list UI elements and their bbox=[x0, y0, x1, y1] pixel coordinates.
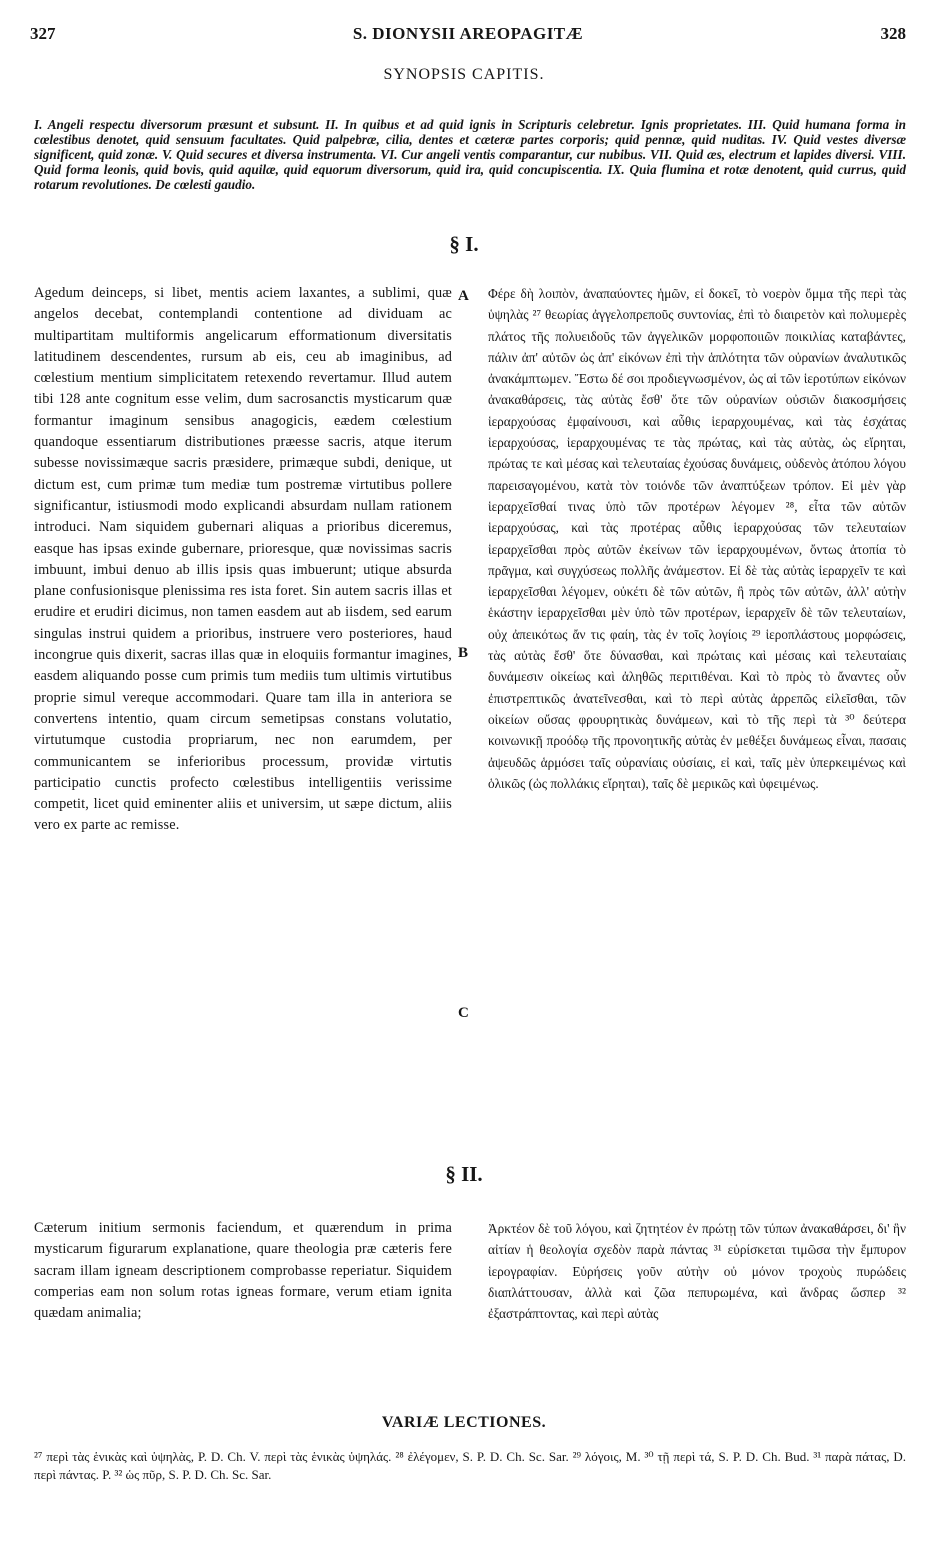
right-page-number: 328 bbox=[880, 24, 906, 43]
synopsis-text: I. Angeli respectu diversorum præsunt et subsunt. II. In quibus et ad quid ignis in Scripturis celebretur. Ignis proprietates. III. Quid humana forma in cœlestibus denotet, quid sensuum facultates. Quid palpebræ, cilia, dentes et cæteræ partes corporis; quid pennæ, quid nuditas. IV. Quid vestes diversæ significent, quid zonæ. V. Quid secures et diversa instrumenta. VI. Cur angeli ventis comparantur, cur nubibus. VII. Quid æs, electrum et lapides diversi. VIII. Quid forma leonis, quid bovis, quid aquilæ, quid equorum diversorum, quid ira, quid concupiscentia. IX. Quia flumina et rotæ denotent, quid currus, quid rotarum revolutiones. De cœlesti gaudio. bbox=[34, 117, 906, 192]
variae-lectiones-title: VARIÆ LECTIONES. bbox=[381, 1414, 547, 1431]
variae-lectiones-text: ²⁷ περὶ τὰς ἑνικὰς καὶ ὑψηλὰς, P. D. Ch. V. περὶ τὰς ἑνικὰς ὑψηλάς. ²⁸ ἐλέγομεν, S. P. D. Ch. Sc. Sar. ²⁹ λόγοις, M. ³⁰ τῇ περὶ τά, S. P. D. Ch. Bud. ³¹ παρὰ πάτας, D. περὶ πάντας. P. ³² ὡς πῦρ, S. P. D. Ch. Sc. Sar. bbox=[34, 1449, 906, 1482]
section-1-mark: § I. bbox=[449, 232, 479, 256]
synopsis-title: SYNOPSIS CAPITIS. bbox=[383, 66, 545, 83]
margin-letter-b: B bbox=[458, 645, 469, 661]
section-2-greek-column: Ἀρκτέον δὲ τοῦ λόγου, καὶ ζητητέον ἐν πρώτῃ τῶν τύπων ἀνακαθάρσει, δι' ἣν αἰτίαν ἡ θεολογία σχεδὸν παρὰ πάντας ³¹ εὑρίσκεται τιμῶσα τὴν ἔμπυρον ἱερογραφίαν. Εὑρήσεις γοῦν αὐτὴν οὐ μόνον τροχοὺς πυρώδεις διαπλάττουσαν, ἀλλὰ καὶ ζῶα πεπυρωμένα, καὶ ἄνδρας ὥσπερ ³² ἐξαστράπτοντας, καὶ περὶ αὐτὰς bbox=[488, 1221, 906, 1322]
margin-letter-c: C bbox=[458, 1005, 469, 1021]
section-1-latin-column: Agedum deinceps, si libet, mentis aciem laxantes, a sublimi, quæ angelos decebat, contemplandi contentione ad dividuam ac multipartitam multiformis angelicarum efformationum diversitatis latitudinem descendentes, rursum ab eis, ceu ab imaginibus, ad cœlestium mentium simplicitatem retexendo revertamur. Illud autem tibi 128 ante cognitum esse velim, dum sacrosanctis mysticarum quæ formantur imaginum sensibus anagogicis, eædem cœlestium quandoque essentiarum distributiones præesse sacris, atque iterum subesse novissimæque sacris præsidere, primæque subdi, denique, ut dictum est, cum primæ tum mediæ tum postremæ virtutibus pollere significantur, istiusmodi modo explicandi absurdam nullam rationem introduci. Nam siquidem gubernari aliquas a prioribus diceremus, easque has ipsas exinde gubernare, prioresque, quæ novissimas sacris imbuunt, imbui denuo ab illis ipsis quas imbuerunt; utique absurda plane confusionisque plenissima res ista foret. Sin autem sacris illas et erudire et erudiri dicimus, non tamen easdem aut ab iisdem, sed earum singulas instrui quidem a prioribus, instruere vero posteriores, haud incongrue quis dixerit, sacras illas quæ in eloquiis formantur imagines, easdem aliquando posse cum primis tum mediis tum ultimis virtutibus proprie simul vereque accommodari. Quare tam illa in anteriora se convertens intentio, quam circum semetipsas constans volutatio, virtutumque custodia propriarum, nec non earumdem, per communicantem se inferioribus processum, providæ virtutis participatio cunctis profecto cœlestibus intelligentiis verissime competit, licet quid eminenter aliis et universim, ut sæpe dictum, aliis vero ex parte ac remisse. bbox=[34, 285, 452, 834]
margin-letter-a: A bbox=[458, 288, 469, 304]
left-page-number: 327 bbox=[30, 24, 56, 43]
page-header bbox=[30, 18, 906, 48]
running-title: S. DIONYSII AREOPAGITÆ bbox=[352, 24, 584, 43]
section-2-latin-column: Cæterum initium sermonis faciendum, et quærendum in prima mysticarum figurarum explanatione, quare theologia præ cæteris fere sacram illam igneam descriptionem comprobasse reperiatur. Siquidem comperias eam non solum rotas igneas formare, verum etiam ignita quædam animalia; bbox=[34, 1220, 452, 1322]
section-2-mark: § II. bbox=[445, 1162, 483, 1186]
section-1-greek-column: Φέρε δὴ λοιπὸν, ἀναπαύοντες ἡμῶν, εἰ δοκεῖ, τὸ νοερὸν ὄμμα τῆς περὶ τὰς ὑψηλὰς ²⁷ θεωρίας ἀγγελοπρεποῦς συντονίας, ἐπὶ τὸ διαιρετὸν καὶ πολυμερὲς πλάτος τῆς πολυειδοῦς τῶν ἀγγελικῶν μορφοποιιῶν ποικιλίας καταβάντες, πάλιν ἀπ' αὐτῶν ὡς ἀπ' εἰκόνων ἐπὶ τὴν ἁπλότητα τῶν οὐρανίων ἀναλυτικῶς ἀνακάμπτωμεν. Ἔστω δέ σοι προδιεγνωσμένον, ὡς αἱ τῶν ἱεροτύπων εἰκόνων ἀνακαθάρσεις, τὰς αὐτὰς ἔσθ' ὅτε τῶν οὐρανίων οὐσιῶν διακοσμήσεις ἱεραρχούσας ἐμφαίνουσι, καὶ αὖθις ἱεραρχουμένας, καὶ τὰς ἐσχάτας ἱεραρχούσας, ἱεραρχουμένας τε τὰς πρώτας, καὶ τὰς αὐτὰς, ὡς εἴρηται, πρώτας τε καὶ μέσας καὶ τελευταίας ἐχούσας δυνάμεις, οὐδενὸς ἀτόπου λόγου παρεισαγομένου, κατὰ τὸν τοιόνδε τῶν ἀναπτύξεων τρόπον. Εἰ μὲν γὰρ ἱεραρχεῖσθαί τινας ὑπὸ τῶν προτέρων λέγομεν ²⁸, εἶτα τῶν αὐτῶν ἱεραρχούσας, καὶ τὰς προτέρας αὖθις ἱεραρχούσας τῶν τελευταίων ἱεραρχεῖσθαι πρὸς αὐτῶν ἐκείνων τῶν ἱεραρχουμένων, ὄντως ἀτοπία τὸ πρᾶγμα, καὶ συγχύσεως πολλῆς ἀνάμεστον. Εἰ δὲ τὰς αὐτὰς ἱεραρχεῖν τε καὶ ἱεραρχεῖσθαι λέγομεν, οὐκέτι δὲ τῶν αὐτῶν, ἢ πρὸς τῶν αὐτῶν, ἀλλ' αὐτὴν ἑκάστην ἱεραρχεῖσθαι μὲν ὑπὸ τῶν προτέρων, ἱεραρχεῖν δὲ τῶν τελευταίων, οὐχ ἀπεικότως ἄν τις φαίη, τὰς ἐν τοῖς λογίοις ²⁹ ἱεροπλάστους μορφώσεις, τὰς αὐτὰς ἔσθ' ὅτε δύνασθαι, καὶ πρώταις καὶ μέσαις καὶ τελευταίαις δυνάμεσιν οἰκείως καὶ ἀληθῶς περιτιθέναι. Καὶ τὸ πρὸς τὸ ἄναντες οὖν ἐπιστρεπτικῶς ἀνατεῖνεσθαι, καὶ τὸ περὶ αὐτὰς ἀρρεπῶς εἱλεῖσθαι, τῶν οἰκείων οὔσας φρουρητικὰς δυνάμεων, καὶ τὸ τῆς περὶ τὰ ³⁰ δεύτερα κοινωνικῇ προόδῳ τῆς προνοητικῆς αὐτὰς ἐν μεθέξει δυνάμεως εἶναι, πασαις ἀψευδῶς ἁρμόσει ταῖς οὐρανίαις οὐσίαις, εἰ καὶ, ταῖς μὲν ὑπερκειμένως καὶ ὁλικῶς (ὡς πολλάκις εἴρηται), ταῖς δὲ μερικῶς καὶ ὑφειμένως. bbox=[488, 286, 906, 791]
